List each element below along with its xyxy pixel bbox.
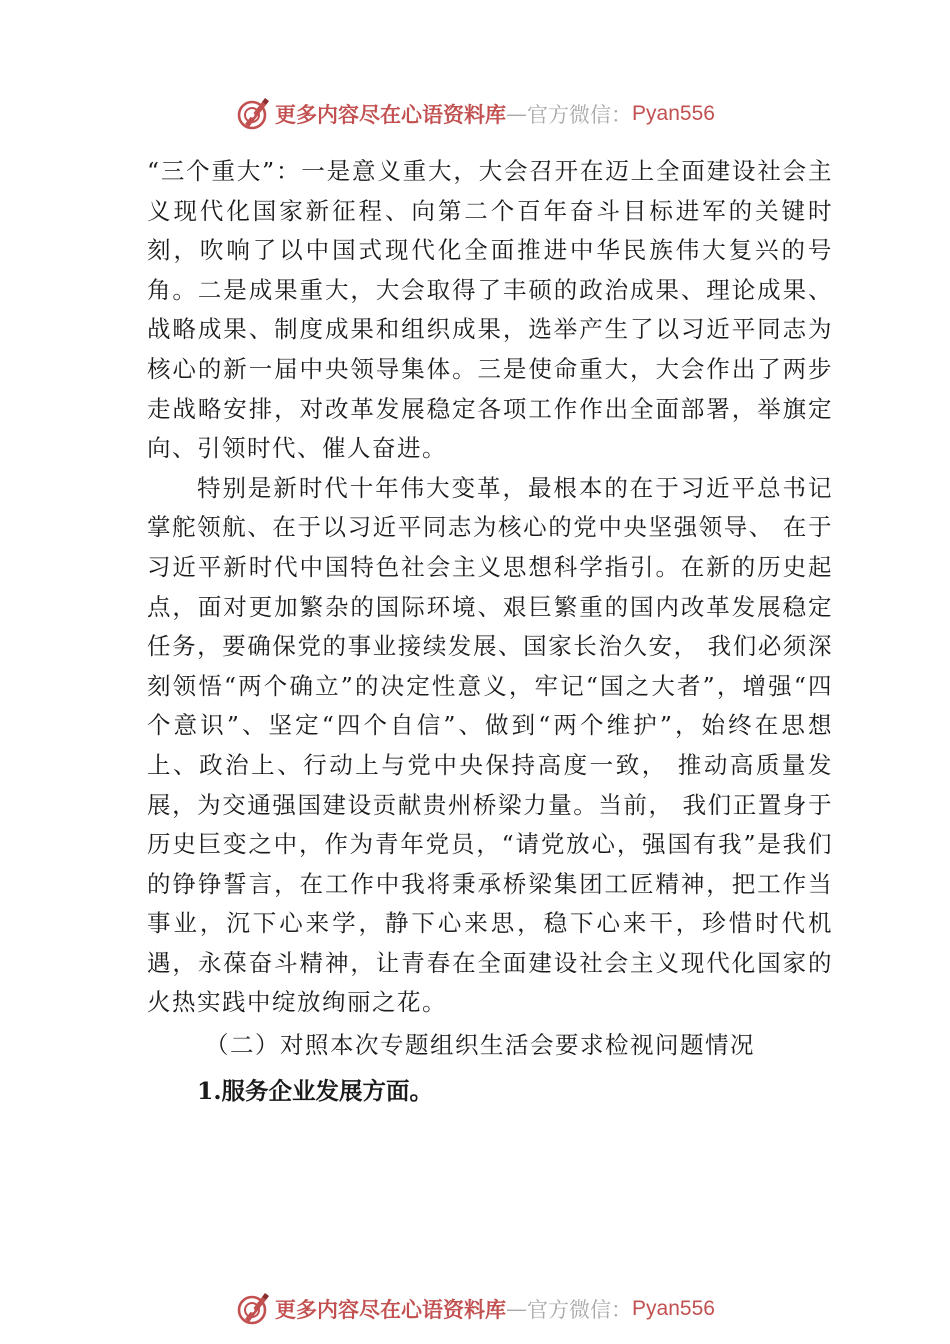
wechat-handle: Pyan556 (632, 1297, 715, 1320)
banner-separator: — (506, 102, 528, 126)
section-heading: （二）对照本次专题组织生活会要求检视问题情况 (205, 1031, 755, 1060)
pen-logo-icon (235, 96, 271, 132)
document-body (147, 152, 833, 1111)
wechat-handle: Pyan556 (632, 102, 715, 125)
official-label: 官方微信： (527, 1298, 633, 1322)
paragraph-new-era: 特别是新时代十年伟大变革，最根本的在于习近平总书记掌舵领航、在于以习近平同志为核心的党中央坚强领导、 在于习近平新时代中国特色社会主义思想科学指引。在新的历史起点，面对更加繁杂的国际环境、艰巨繁重的国内改革发展稳定任务，要确保党的事业接续发展、国家长治久安， 我们必须深刻领悟“两个确立”的决定性意义，牢记“国之大者”，增强“四个意识”、坚定“四个自信”、做到“两个维护”，始终在思想上、政治上、行动上与党中央保持高度一致， 推动高质量发展，为交通强国建设贡献贵州桥梁力量。当前， 我们正置身于历史巨变之中，作为青年党员，“请党放心，强国有我”是我们的铮铮誓言，在工作中我将秉承桥梁集团工匠精神，把工作当事业，沉下心来学，静下心来思，稳下心来干，珍惜时代机遇，永葆奋斗精神，让青春在全面建设社会主义现代化国家的火热实践中绽放绚丽之花。 (147, 473, 833, 1017)
pen-logo-icon (235, 1291, 271, 1327)
header-banner (0, 92, 950, 136)
banner-separator: — (506, 1297, 528, 1321)
official-label: 官方微信： (527, 103, 633, 127)
subsection-heading: 1.服务企业发展方面。 (197, 1077, 434, 1106)
brand-text: 更多内容尽在心语资料库 (275, 102, 507, 127)
footer-banner (0, 1287, 950, 1331)
paragraph-three-majors: “三个重大”：一是意义重大，大会召开在迈上全面建设社会主义现代化国家新征程、向第二个百年奋斗目标进军的关键时刻，吹响了以中国式现代化全面推进中华民族伟大复兴的号角。二是成果重大，大会取得了丰硕的政治成果、理论成果、战略成果、制度成果和组织成果，选举产生了以习近平同志为核心的新一届中央领导集体。三是使命重大，大会作出了两步走战略安排，对改革发展稳定各项工作作出全面部署，举旗定向、引领时代、催人奋进。 (147, 157, 833, 463)
brand-text: 更多内容尽在心语资料库 (275, 1297, 507, 1322)
